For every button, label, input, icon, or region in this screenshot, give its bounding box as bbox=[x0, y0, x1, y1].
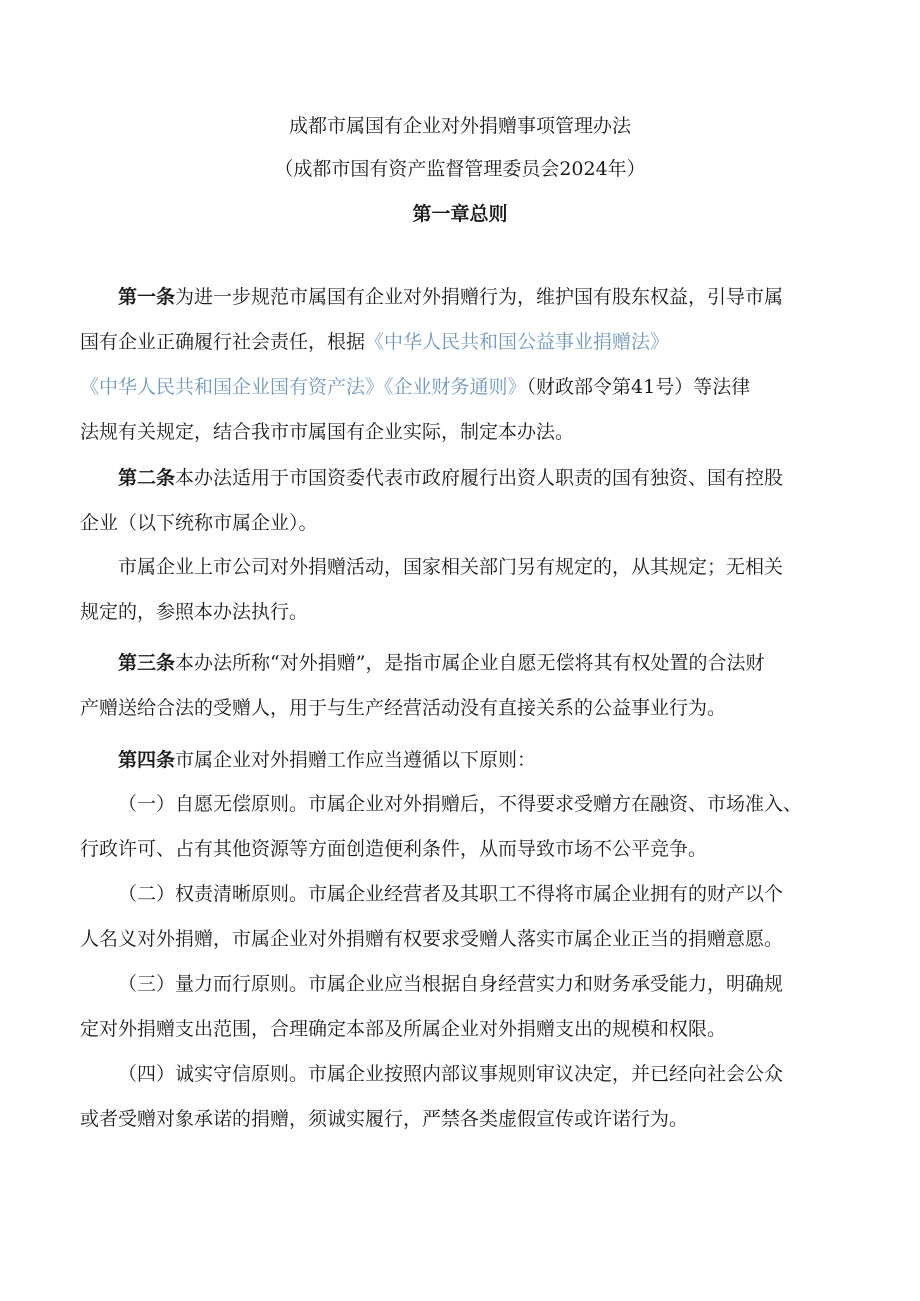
article-2 bbox=[80, 456, 840, 546]
principle-4-line-2: 或者受赠对象承诺的捐赠，须诚实履行，严禁各类虚假宣传或许诺行为。 bbox=[80, 1108, 689, 1130]
article-2-p2-line-2: 规定的，参照本办法执行。 bbox=[80, 601, 309, 623]
principle-3 bbox=[80, 962, 840, 1052]
principle-1 bbox=[80, 782, 840, 872]
article-4-line-1 bbox=[80, 738, 840, 783]
principle-2 bbox=[80, 872, 840, 962]
principle-3-line-1: （三）量力而行原则。市属企业应当根据自身经营实力和财务承受能力，明确规 bbox=[118, 973, 784, 995]
law-reference-state-assets[interactable]: 《中华人民共和国企业国有资产法》 bbox=[80, 376, 385, 398]
article-3-label: 第三条 bbox=[118, 652, 176, 674]
document-title: 成都市属国有企业对外捐赠事项管理办法 bbox=[288, 115, 631, 137]
article-1-line-3 bbox=[80, 365, 840, 410]
article-4-label: 第四条 bbox=[118, 749, 176, 771]
article-3-line-1 bbox=[80, 641, 840, 686]
chapter-heading: 第一章总则 bbox=[412, 203, 508, 225]
principle-4-line-1: （四）诚实守信原则。市属企业按照内部议事规则审议决定，并已经向社会公众 bbox=[118, 1063, 784, 1085]
principle-2-line-2: 人名义对外捐赠，市属企业对外捐赠有权要求受赠人落实市属企业正当的捐赠意愿。 bbox=[80, 928, 784, 950]
article-1-line-2 bbox=[80, 320, 840, 365]
article-1-text-c: （财政部令第41号）等法律 bbox=[526, 376, 751, 398]
article-1 bbox=[80, 275, 840, 455]
article-4-text-a: 市属企业对外捐赠工作应当遵循以下原则： bbox=[175, 749, 537, 771]
article-1-text-d: 法规有关规定，结合我市市属国有企业实际，制定本办法。 bbox=[80, 421, 575, 443]
principle-3-line-2: 定对外捐赠支出范围，合理确定本部及所属企业对外捐赠支出的规模和权限。 bbox=[80, 1018, 727, 1040]
article-1-line-1 bbox=[80, 275, 840, 320]
law-reference-financial-rules[interactable]: 《企业财务通则》 bbox=[384, 376, 527, 398]
article-3 bbox=[80, 641, 840, 731]
principle-1-line-2: 行政许可、占有其他资源等方面创造便利条件，从而导致市场不公平竞争。 bbox=[80, 838, 708, 860]
article-3-text-a: 本办法所称“对外捐赠”，是指市属企业自愿无偿将其有权处置的合法财 bbox=[175, 652, 765, 674]
article-2-text-a: 本办法适用于市国资委代表市政府履行出资人职责的国有独资、国有控股 bbox=[175, 467, 784, 489]
article-1-text-b: 国有企业正确履行社会责任，根据 bbox=[80, 331, 366, 353]
article-4 bbox=[80, 738, 840, 783]
article-3-line-2: 产赠送给合法的受赠人，用于与生产经营活动没有直接关系的公益事业行为。 bbox=[80, 697, 727, 719]
article-2-paragraph-2 bbox=[80, 545, 840, 635]
article-2-label: 第二条 bbox=[118, 467, 176, 489]
article-2-line-2 bbox=[80, 501, 840, 546]
principle-1-line-1: （一）自愿无偿原则。市属企业对外捐赠后，不得要求受赠方在融资、市场准入、 bbox=[118, 793, 803, 815]
article-2-text-b: 企业（以下统称市属企业）。 bbox=[80, 512, 318, 534]
article-2-line-1 bbox=[80, 456, 840, 501]
article-1-text-a: 为进一步规范市属国有企业对外捐赠行为，维护国有股东权益，引导市属 bbox=[175, 286, 784, 308]
law-reference-charity-donation[interactable]: 《中华人民共和国公益事业捐赠法》 bbox=[365, 331, 670, 353]
article-1-label: 第一条 bbox=[118, 286, 176, 308]
document-subtitle: （成都市国有资产监督管理委员会2024年） bbox=[274, 158, 646, 180]
principle-2-line-1: （二）权责清晰原则。市属企业经营者及其职工不得将市属企业拥有的财产以个 bbox=[118, 883, 784, 905]
article-2-p2-line-1: 市属企业上市公司对外捐赠活动，国家相关部门另有规定的，从其规定；无相关 bbox=[118, 556, 784, 578]
principle-4 bbox=[80, 1052, 840, 1142]
article-1-line-4 bbox=[80, 410, 840, 455]
